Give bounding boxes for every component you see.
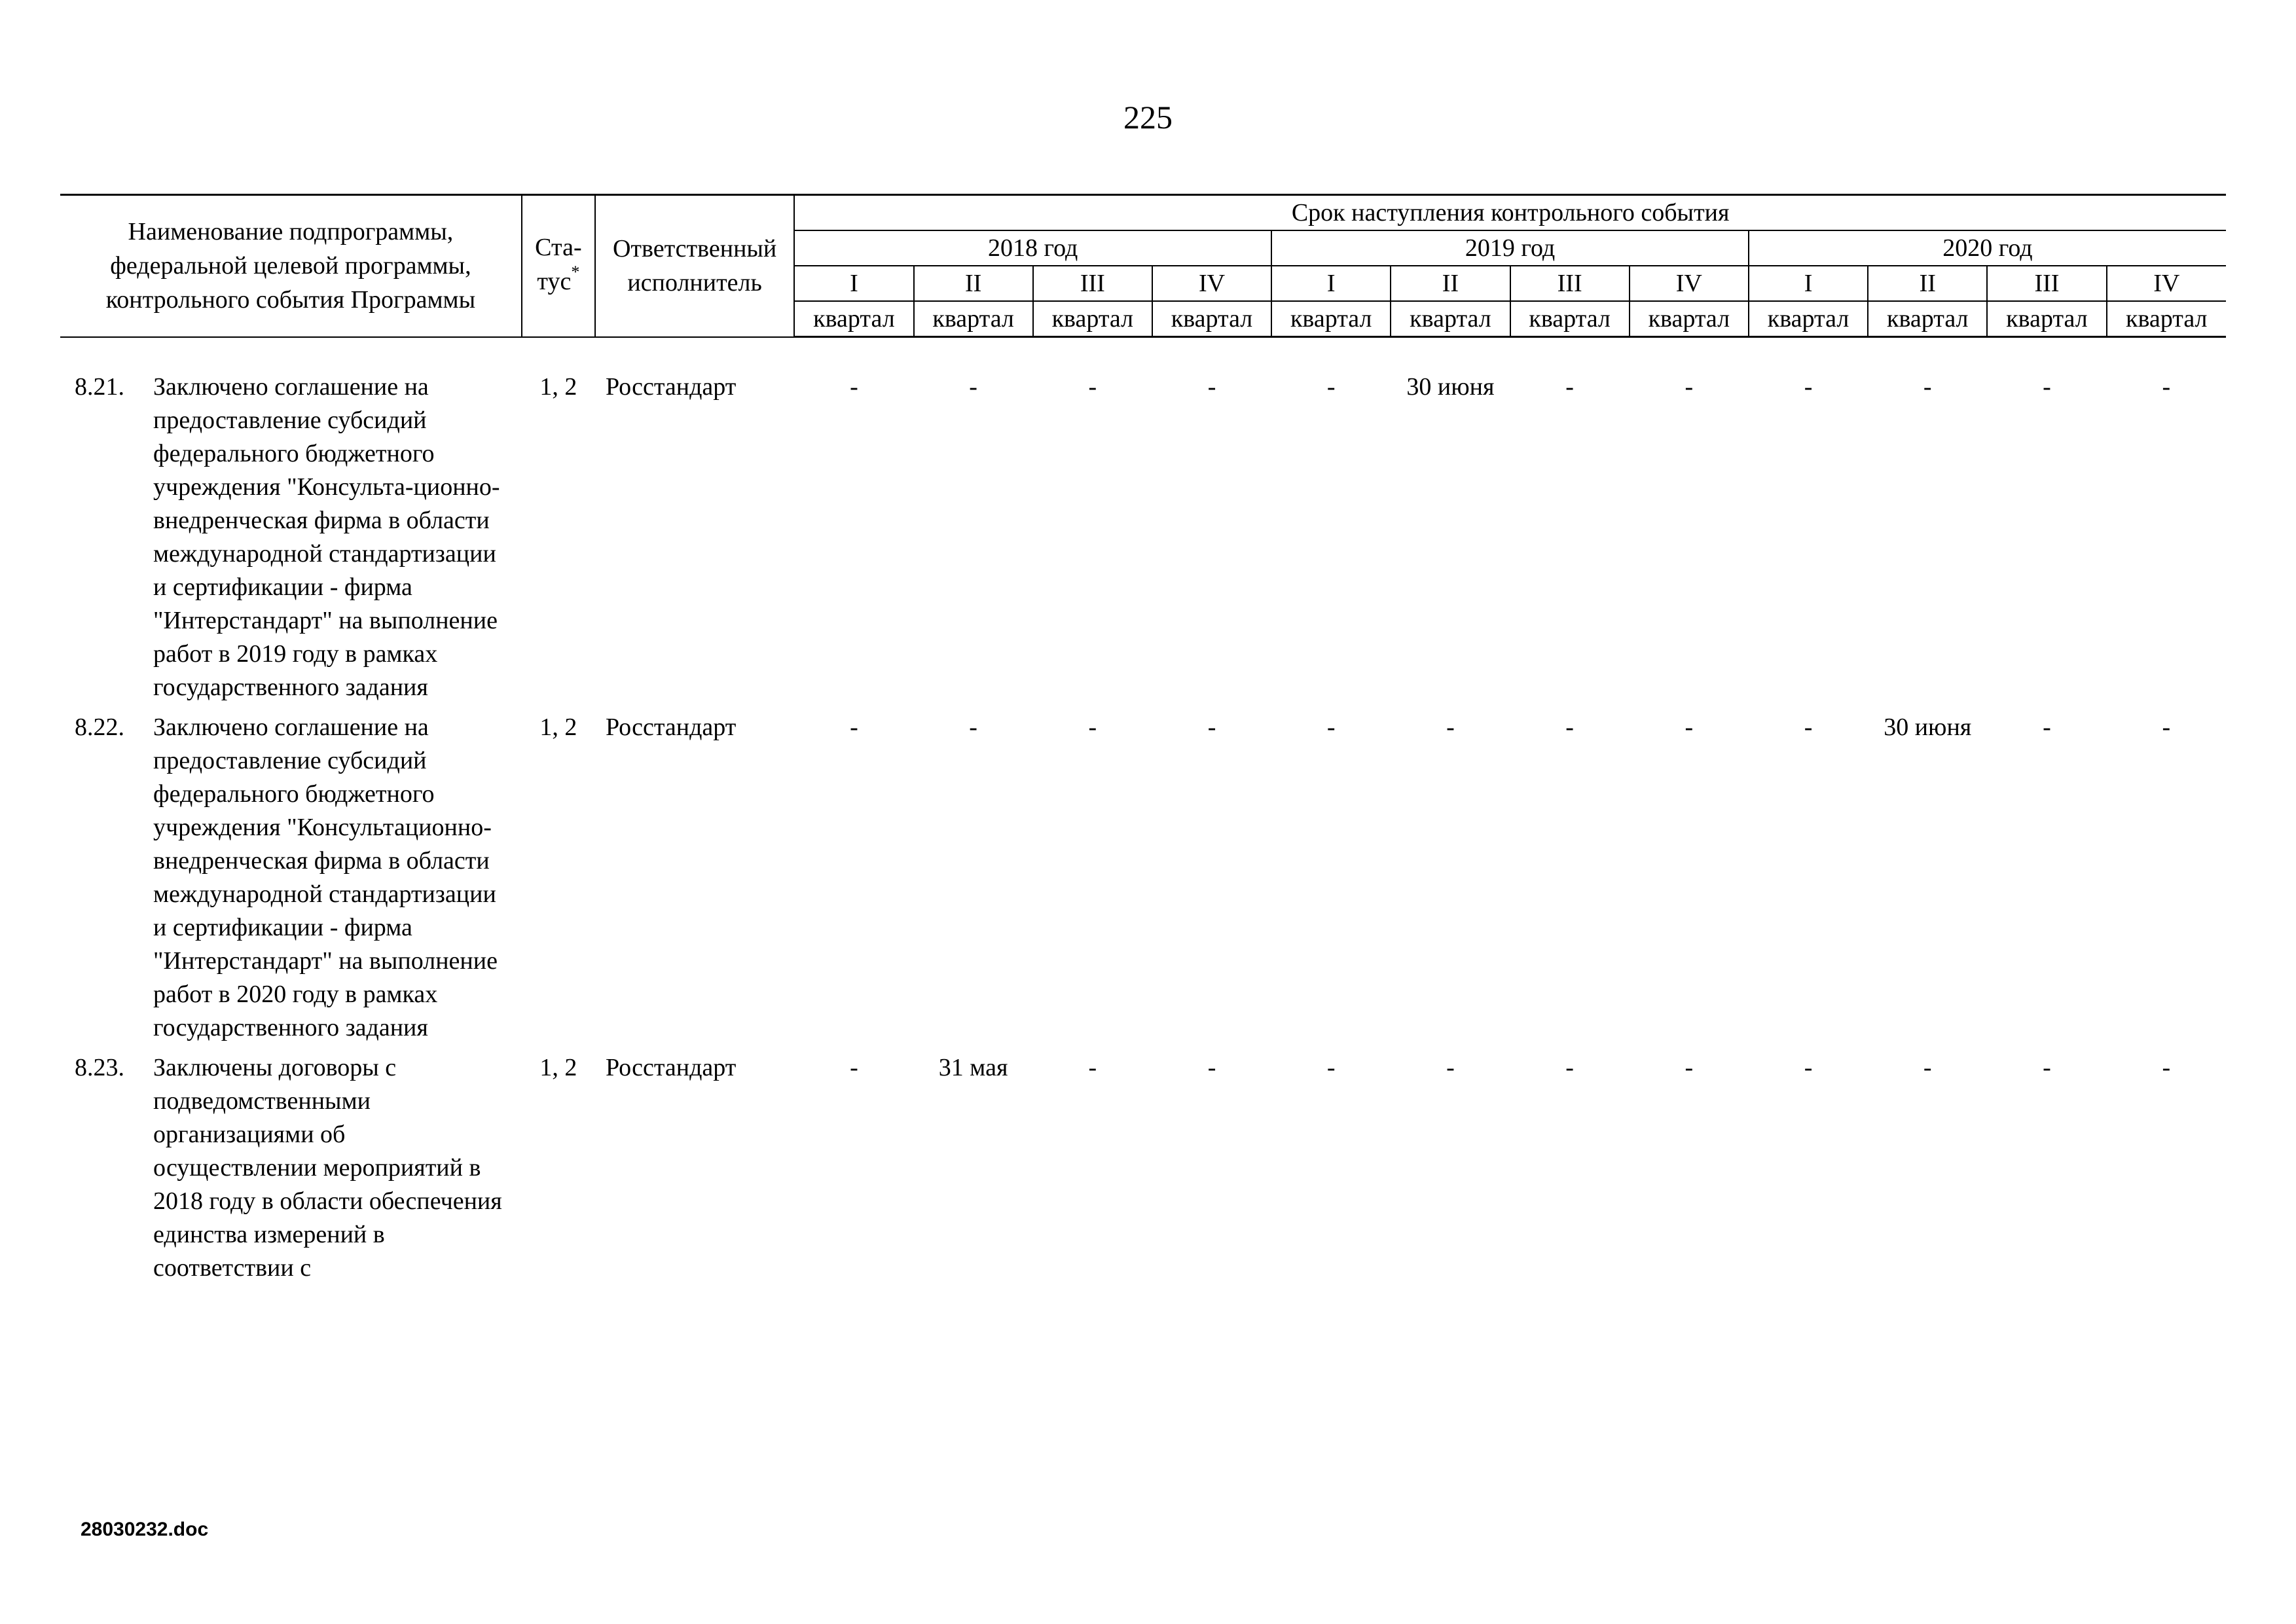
header-quarter-label: квартал	[1152, 301, 1271, 337]
quarter-deadline-cell: -	[1326, 1054, 1336, 1081]
header-status	[522, 195, 595, 337]
quarter-deadline-cell: -	[1565, 713, 1574, 741]
quarter-deadline-cell: -	[969, 713, 977, 741]
header-quarter-label: квартал	[794, 301, 913, 337]
header-quarter-label: квартал	[1271, 301, 1391, 337]
quarter-deadline-cell: -	[969, 373, 977, 401]
quarter-deadline-cell: -	[2162, 713, 2171, 741]
header-quarter-number: IV	[1630, 266, 1749, 301]
quarter-deadline-cell: -	[1207, 713, 1216, 741]
quarter-deadline-cell: -	[1565, 1054, 1574, 1081]
header-deadline: Срок наступления контрольного события	[794, 195, 2226, 231]
header-quarter-number: IV	[2107, 266, 2226, 301]
control-events-table	[60, 194, 2226, 1291]
quarter-deadline-cell: 30 июня	[1884, 713, 1972, 741]
document-reference: 28030232.doc	[81, 1519, 209, 1540]
header-quarter-number: II	[1868, 266, 1987, 301]
quarter-deadline-cell: -	[1565, 373, 1574, 401]
event-description: Заключены договоры с подведомственными организациями об осуществлении мероприятий в 2018 году в области обеспечения единства измерений в соответствии с	[153, 1054, 502, 1282]
event-number: 8.22.	[75, 713, 124, 741]
event-status: 1, 2	[539, 1054, 577, 1081]
quarter-deadline-cell: -	[1685, 373, 1694, 401]
quarter-deadline-cell: -	[2162, 1054, 2171, 1081]
event-executor: Росстандарт	[605, 1054, 737, 1081]
quarter-deadline-cell: -	[1207, 1054, 1216, 1081]
quarter-deadline-cell: -	[2043, 373, 2051, 401]
table-row	[60, 1051, 2226, 1291]
event-status: 1, 2	[539, 373, 577, 401]
event-executor: Росстандарт	[605, 713, 737, 741]
quarter-deadline-cell: -	[1446, 713, 1455, 741]
event-name-cell	[60, 1051, 522, 1291]
header-quarter-label: квартал	[914, 301, 1033, 337]
quarter-deadline-cell: -	[1088, 713, 1097, 741]
page-number: 225	[1123, 99, 1173, 135]
header-year: 2018 год	[794, 230, 1271, 266]
quarter-deadline-cell: -	[850, 373, 858, 401]
event-status: 1, 2	[539, 713, 577, 741]
spacer-cell	[60, 337, 2226, 371]
header-quarter-number: II	[1391, 266, 1510, 301]
header-quarter-label: квартал	[1868, 301, 1987, 337]
event-description: Заключено соглашение на предоставление субсидий федерального бюджетного учреждения "Консульта-ционно-внедренческая фирма в области международной стандартизации и сертификации - фирма "Интерстандарт" на выполнение работ в 2019 году в рамках государственного задания	[153, 373, 500, 701]
event-name	[60, 1051, 522, 1285]
quarter-deadline-cell: -	[1446, 1054, 1455, 1081]
header-quarter-number: II	[914, 266, 1033, 301]
event-number: 8.21.	[75, 373, 124, 401]
spacer-row	[60, 337, 2226, 371]
quarter-deadline-cell: -	[1685, 1054, 1694, 1081]
event-name-cell	[60, 370, 522, 711]
header-quarter-label: квартал	[1391, 301, 1510, 337]
quarter-deadline-cell: -	[850, 1054, 858, 1081]
header-quarter-label: квартал	[1749, 301, 1868, 337]
header-quarter-number: III	[1510, 266, 1630, 301]
header-quarter-number: I	[1271, 266, 1391, 301]
event-name-cell	[60, 711, 522, 1051]
quarter-deadline-cell: 30 июня	[1406, 373, 1495, 401]
event-executor: Росстандарт	[605, 373, 737, 401]
quarter-deadline-cell: -	[1326, 713, 1336, 741]
quarter-deadline-cell: -	[1804, 713, 1813, 741]
header-name: Наименование подпрограммы, федеральной целевой программы, контрольного события Программы	[60, 195, 522, 337]
header-status-text: Ста-тус	[535, 234, 582, 296]
header-quarter-label: квартал	[1033, 301, 1152, 337]
quarter-deadline-cell: -	[850, 713, 858, 741]
quarter-deadline-cell: -	[1804, 373, 1813, 401]
header-quarter-number: I	[1749, 266, 1868, 301]
quarter-deadline-cell: -	[1923, 373, 1932, 401]
header-year: 2020 год	[1749, 230, 2226, 266]
event-description: Заключено соглашение на предоставление субсидий федерального бюджетного учреждения "Консультационно-внедренческая фирма в области международной стандартизации и сертификации - фирма "Интерстандарт" на выполнение работ в 2020 году в рамках государственного задания	[153, 713, 498, 1041]
event-number: 8.23.	[75, 1054, 124, 1081]
header-quarter-label: квартал	[1510, 301, 1630, 337]
quarter-deadline-cell: -	[2043, 713, 2051, 741]
header-year: 2019 год	[1271, 230, 1749, 266]
quarter-deadline-cell: 31 мая	[938, 1054, 1008, 1081]
event-name	[60, 711, 522, 1045]
header-status-footnote-mark: *	[571, 262, 580, 282]
header-quarter-number: IV	[1152, 266, 1271, 301]
header-quarter-number: III	[1033, 266, 1152, 301]
quarter-deadline-cell: -	[1088, 1054, 1097, 1081]
quarter-deadline-cell: -	[2043, 1054, 2051, 1081]
table-body	[60, 337, 2226, 1292]
quarter-deadline-cell: -	[1804, 1054, 1813, 1081]
table-header	[60, 195, 2226, 337]
header-quarter-label: квартал	[2107, 301, 2226, 337]
quarter-deadline-cell: -	[1207, 373, 1216, 401]
table-row	[60, 711, 2226, 1051]
header-quarter-number: III	[1987, 266, 2106, 301]
quarter-deadline-cell: -	[1088, 373, 1097, 401]
header-executor: Ответственный исполнитель	[595, 195, 794, 337]
quarter-deadline-cell: -	[2162, 373, 2171, 401]
header-quarter-label: квартал	[1630, 301, 1749, 337]
quarter-deadline-cell: -	[1923, 1054, 1932, 1081]
quarter-deadline-cell: -	[1685, 713, 1694, 741]
header-quarter-number: I	[794, 266, 913, 301]
event-name	[60, 370, 522, 704]
table-row	[60, 370, 2226, 711]
quarter-deadline-cell: -	[1326, 373, 1336, 401]
header-quarter-label: квартал	[1987, 301, 2106, 337]
